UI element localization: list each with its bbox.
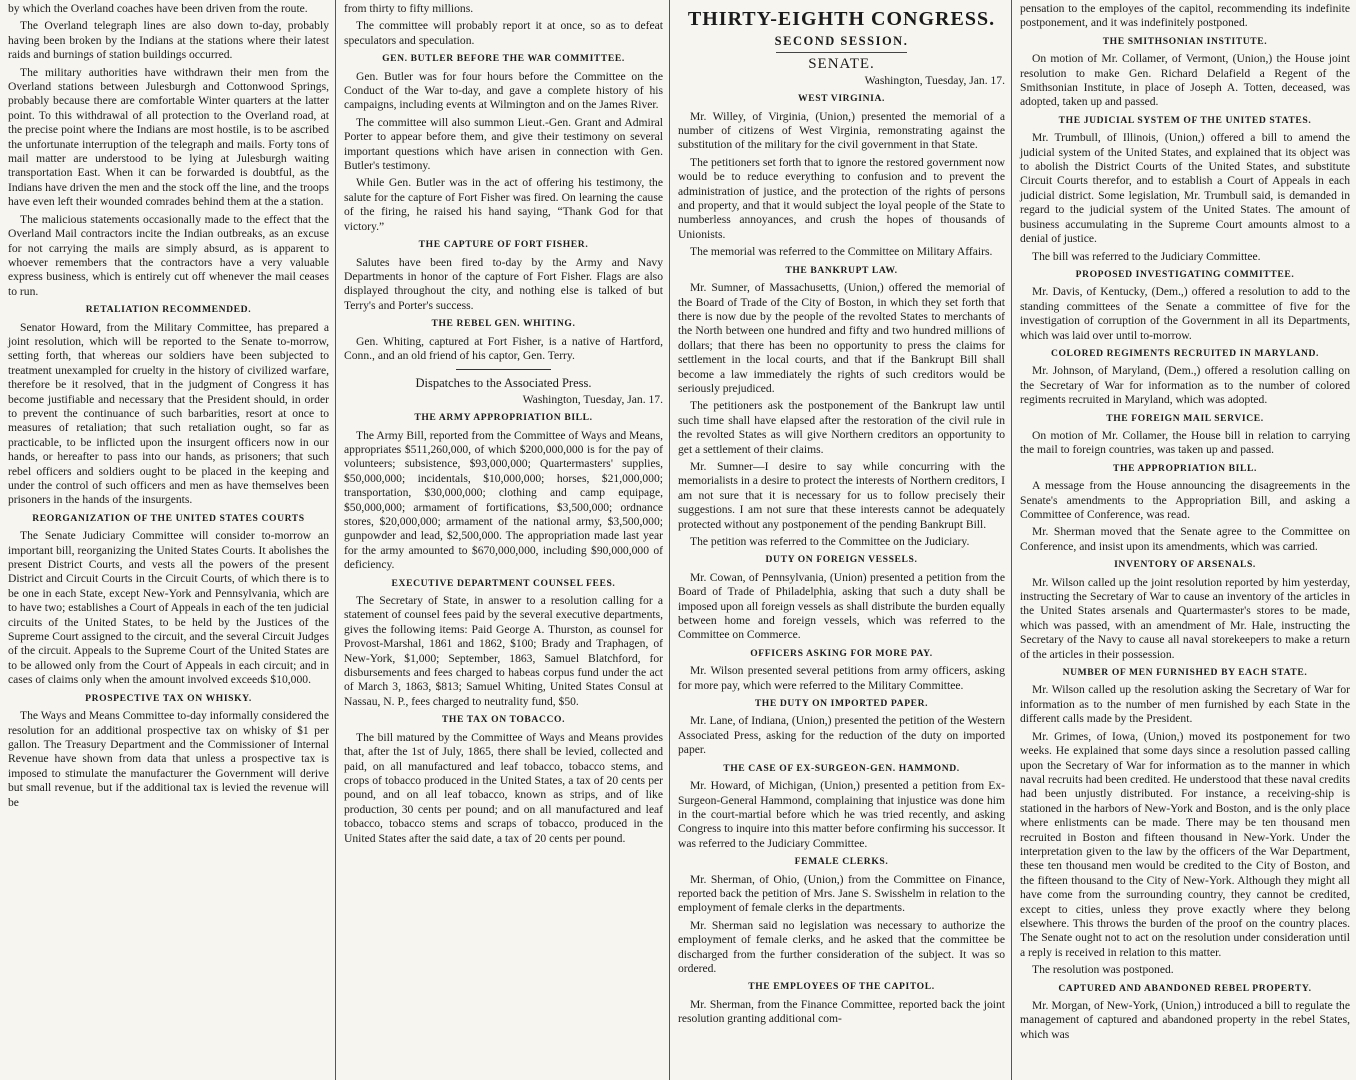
- paragraph: The bill matured by the Committee of Ways and Means provides that, after the 1st of July, 1865, there shall be levied, collected and paid, on all manufactured and leaf tobacco, tobacco stems, and crops of tobacco produced in the United States, a tax of 20 cents per pound, and on all leaf tobacco, known as strips, and of like production, 30 cents per pound; and on all manufactured and leaf tobacco, tobacco stems and scraps of tobacco, produced in the United States after the said date, a tax of 20 cents per pound.: [344, 730, 663, 845]
- paragraph: The memorial was referred to the Committee on Military Affairs.: [690, 245, 993, 259]
- section-heading: THE EMPLOYEES OF THE CAPITOL.: [748, 981, 935, 993]
- paragraph: The resolution was postponed.: [1032, 963, 1174, 977]
- paragraph: Mr. Howard, of Michigan, (Union,) presented a petition from Ex-Surgeon-General Hammond, complaining that injustice was done him in the court-martial before which he was tried recently, and asking Congress to inquire into this matter before confirming his successor. It was referred to the Judiciary Committee.: [678, 779, 1005, 850]
- paragraph: Senator Howard, from the Military Committee, has prepared a joint resolution, which will be reported to the Senate to-morrow, setting forth, that whereas our soldiers have been subjected to treatment unexampled for cruelty in the history of civilized warfare, therefore be it resolved, that in the judgment of Congress it has become justifiable and necessary that the President should, in order to prevent the continuance of such barbarities, resort at once to measures of retaliation; that such retaliation ought, so far as practicable, to be inflicted upon the insurgent officers now in our hands, or hereafter to pass into our hands, as prisoners; that such rebel officers and soldiers ought to be placed in the keeping and under the control of such officers and men as have themselves been prisoners in the hands of the insurgents.: [8, 320, 329, 507]
- section-heading: DUTY ON FOREIGN VESSELS.: [765, 554, 918, 566]
- paragraph: from thirty to fifty millions.: [344, 2, 474, 15]
- paragraph: Mr. Wilson presented several petitions from army officers, asking for more pay, which were referred to the Military Committee.: [678, 664, 1005, 692]
- chamber-heading: SENATE.: [808, 56, 875, 73]
- column-2: [336, 0, 670, 1080]
- dateline: Washington, Tuesday, Jan. 17.: [522, 392, 663, 406]
- divider: [776, 52, 907, 53]
- paragraph: Mr. Sumner—I desire to say while concurring with the memorialists in a desire to protect the interests of Northern creditors, I am not sure that it is necessary for us to follow precisely their suggestions. I am not sure that these interests cannot be adequately protected without any postponement of the pending Bankrupt Bill.: [678, 459, 1005, 531]
- paragraph: The Senate Judiciary Committee will consider to-morrow an important bill, reorganizing the United States Courts. It abolishes the present District Courts, and vests all the powers of the present District and Circuit Courts in the Circuit Courts, of which there is to be one in each State, except New-York and Pennsylvania, which are to have two; establishes a Court of Appeals in each of the ten judicial circuits of the United States, to be held by the Justices of the Supreme Court assigned to the circuit, and the several Circuit Judges of the circuit. Appeals to the Supreme Court of the United States are to be allowed only from the Court of Appeals in each circuit; and in cases of claims only when the amount involved exceeds $10,000.: [8, 529, 329, 687]
- paragraph: The petition was referred to the Committee on the Judiciary.: [690, 535, 970, 548]
- section-heading: REORGANIZATION OF THE UNITED STATES COURTS: [32, 512, 305, 524]
- column-3: [670, 0, 1012, 1080]
- paragraph: Mr. Sherman said no legislation was necessary to authorize the employment of female clerks, and he asked that the committee be discharged from the further consideration of the subject. It was so ordered.: [678, 918, 1005, 975]
- section-heading: THE DUTY ON IMPORTED PAPER.: [754, 698, 929, 710]
- section-heading: THE FOREIGN MAIL SERVICE.: [1106, 412, 1264, 424]
- paragraph: The military authorities have withdrawn their men from the Overland stations between Julesburgh and Cottonwood Springs, probably because there are comfortable Winter quarters at the latter point. To this withdrawal of all protection to the Overland road, at the precise point where the Indians are most hostile, is to be ascribed the unfortunate interruption of the telegraph and mails. Forty tons of mail matter are understood to be lying at Julesburgh waiting transportation East. When it can be forwarded is doubtful, as the Indians have driven the men and the stock off the line, and the troops have even left their wounded comrades behind them at the a station.: [8, 65, 329, 209]
- paragraph: Mr. Lane, of Indiana, (Union,) presented the petition of the Western Associated Press, asking for the reduction of the duty on imported paper.: [678, 714, 1005, 757]
- paragraph: The bill was referred to the Judiciary Committee.: [1032, 249, 1261, 263]
- paragraph: The Army Bill, reported from the Committee of Ways and Means, appropriates $511,260,000, of which $200,000,000 is for the pay of volunteers; subsistence, $93,000,000; Quartermasters' supplies, $50,000,000; incidentals, $10,000,000; horses, $21,000,000; transportation, $30,000,000; clothing and camp equipage, $50,000,000; armament of fortifications, $3,500,000; ordnance stores, $20,000,000; armament of the national army, $3,500,000; gunpowder and lead, $2,500,000. The appropriation made last year for the army amounted to $670,000,000, including $90,000,000 of deficiency.: [344, 428, 663, 572]
- section-heading: THE ARMY APPROPRIATION BILL.: [414, 412, 593, 424]
- paragraph: The Secretary of State, in answer to a resolution calling for a statement of counsel fees paid by the several executive departments, gives the following items: Paid George A. Thurston, as counsel for Provost-Marshal, 1861 and 1862, $100; Brady and Traphagen, of New-York, $1,000; September, 1863, Samuel Blatchford, for disbursements and fees charged to habeas corpus fund under the act of March 3, 1863, $813; Samuel Whiting, United States Consul at Nassau, N. P., fees charged to neutrality fund, $50.: [344, 594, 663, 708]
- section-heading: RETALIATION RECOMMENDED.: [85, 304, 252, 316]
- paragraph: Gen. Butler was for four hours before the Committee on the Conduct of the War to-day, and gave a complete history of his campaigns, including events at Wilmington and on the James River.: [344, 69, 663, 112]
- paragraph: Mr. Wilson called up the joint resolution reported by him yesterday, instructing the Secretary of War to cause an inventory of the articles in the United States arsenals and Quartermaster's stores to be made, which was passed, with an amendment of Mr. Hale, instructing the Secretary of the Navy to cause all naval storekeepers to make a return of the articles in their possession.: [1020, 575, 1350, 661]
- section-heading: EXECUTIVE DEPARTMENT COUNSEL FEES.: [391, 577, 616, 589]
- paragraph: Mr. Sherman, from the Finance Committee, reported back the joint resolution granting additional com-: [678, 997, 1005, 1026]
- paragraph: On motion of Mr. Collamer, the House bill in relation to carrying the mail to foreign countries, was taken up and passed.: [1020, 428, 1350, 457]
- paragraph: Mr. Willey, of Virginia, (Union,) presented the memorial of a number of citizens of West Virginia, remonstrating against the substitution of the military for the civil government in that State.: [678, 109, 1005, 152]
- paragraph: Mr. Cowan, of Pennsylvania, (Union) presented a petition from the Board of Trade of Philadelphia, asking that such a duty shall be imposed upon all foreign vessels as shall distribute the burden equally between home and foreign vessels, which was referred to the Committee on Commerce.: [678, 570, 1005, 642]
- paragraph: Mr. Wilson called up the resolution asking the Secretary of War for information as to the number of men furnished by each State in the different calls made by the President.: [1020, 683, 1350, 726]
- paragraph: The malicious statements occasionally made to the effect that the Overland Mail contractors incite the Indian outbreaks, as an excuse for not carrying the mails are simply absurd, as is apparent to whoever remembers that the contractors have a very valuable express business, which is entirely cut off whenever the mail ceases to run.: [8, 212, 329, 298]
- paragraph: Mr. Sherman moved that the Senate agree to the Committee on Conference, and insist upon its amendments, which was carried.: [1020, 525, 1350, 553]
- dispatch-heading: Dispatches to the Associated Press.: [415, 376, 592, 391]
- section-heading: GEN. BUTLER BEFORE THE WAR COMMITTEE.: [382, 53, 625, 65]
- paragraph: Mr. Johnson, of Maryland, (Dem.,) offered a resolution calling on the Secretary of War for information as to the number of colored regiments recruited in Maryland, which was adopted.: [1020, 364, 1350, 407]
- paragraph: The committee will also summon Lieut.-Gen. Grant and Admiral Porter to appear before them, and give their testimony on several important questions which have arisen in connection with Gen. Butler's testimony.: [344, 115, 663, 173]
- section-heading: THE JUDICIAL SYSTEM OF THE UNITED STATES.: [1058, 114, 1312, 126]
- section-heading: THE REBEL GEN. WHITING.: [431, 318, 576, 330]
- paragraph: Mr. Grimes, of Iowa, (Union,) moved its postponement for two weeks. He explained that some days since a resolution passed calling upon the Secretary of War for information as to the manner in which naval recruits had been credited. He understood that these naval credits had been unjustly distributed. For instance, a receiving-ship is stationed in the harbors of New-York and Boston, and is the only place where enlistments can be made. There may be ten thousand men recruited in Boston and fifteen thousand in New-York. Under the interpretation given to the law by the officers of the War Department, these ten thousand men would be credited to the City of Boston, and the fifteen thousand to the City of New-York. Although they might all have come from the surrounding country, they cannot be credited, except to cities, unless they prove exactly where they belong elsewhere. This throws the burden of the proof on the country places. The Senate ought not to act on the resolution under consideration until a reply is received in relation to this matter.: [1020, 729, 1350, 959]
- congress-masthead: THIRTY-EIGHTH CONGRESS.: [687, 8, 996, 30]
- paragraph: Gen. Whiting, captured at Fort Fisher, is a native of Hartford, Conn., and an old friend of his captor, Gen. Terry.: [344, 334, 663, 362]
- divider: [456, 369, 552, 370]
- paragraph: The Overland telegraph lines are also down to-day, probably having been broken by the Indians at the stations where their latest raids and burnings of station buildings occurred.: [8, 19, 329, 62]
- paragraph: Mr. Davis, of Kentucky, (Dem.,) offered a resolution to add to the standing committees of the Senate a committee of five for the investigation of corruption of the Government in all its Departments, which was laid over until to-morrow.: [1020, 285, 1350, 342]
- paragraph: The Ways and Means Committee to-day informally considered the resolution for an additional prospective tax on whisky of $1 per gallon. The Treasury Department and the Commissioner of Internal Revenue have shown from data that unless a prospective tax is imposed to stimulate the manufacturer the Government will derive but small revenue, but if the additional tax is levied the revenue will be: [8, 709, 329, 809]
- section-heading: INVENTORY OF ARSENALS.: [1114, 559, 1256, 571]
- section-heading: PROSPECTIVE TAX ON WHISKY.: [85, 692, 252, 704]
- section-heading: NUMBER OF MEN FURNISHED BY EACH STATE.: [1062, 667, 1308, 679]
- column-4: [1012, 0, 1356, 1080]
- section-heading: PROPOSED INVESTIGATING COMMITTEE.: [1075, 268, 1295, 280]
- paragraph: Mr. Morgan, of New-York, (Union,) introduced a bill to regulate the management of captured and abandoned property in the rebel States, which was: [1020, 999, 1350, 1041]
- section-heading: FEMALE CLERKS.: [794, 856, 889, 868]
- column-1: [0, 0, 336, 1080]
- section-heading: WEST VIRGINIA.: [798, 93, 885, 105]
- paragraph: Mr. Sumner, of Massachusetts, (Union,) offered the memorial of the Board of Trade of the City of Boston, in which they set forth that there is now due by the people of the revolted States to merchants of the North between one hundred and fifty and two hundred millions of dollars; that there has been no opportunity to press the claims for settlement in the local courts, and that if the Bankrupt Bill shall become a law immediately the rights of such creditors would be seriously prejudiced.: [678, 281, 1005, 395]
- paragraph: pensation to the employes of the capitol, recommending its indefinite postponement, and it was indefinitely postponed.: [1020, 2, 1350, 30]
- paragraph: The petitioners set forth that to ignore the restored government now would be to reduce everything to confusion and to prevent the administration of justice, and the protection of the rights of persons and property, and that it would subject the loyal people of the State to numberless annoyances, and crush the hopes of thousands of Unionists.: [678, 155, 1005, 241]
- paragraph: by which the Overland coaches have been driven from the route.: [8, 2, 308, 15]
- dateline: Washington, Tuesday, Jan. 17.: [864, 73, 1005, 87]
- section-heading: THE CASE OF EX-SURGEON-GEN. HAMMOND.: [723, 762, 960, 774]
- paragraph: On motion of Mr. Collamer, of Vermont, (Union,) the House joint resolution to make Gen. Richard Delafield a Regent of the Smithsonian Institute, in place of Joseph A. Totten, deceased, was adopted, taken up and passed.: [1020, 52, 1350, 109]
- paragraph: While Gen. Butler was in the act of offering his testimony, the salute for the capture of Fort Fisher was fired. On learning the cause of the firing, he raised his hand saying, “Thank God for that victory.”: [344, 176, 663, 233]
- paragraph: The committee will probably report it at once, so as to defeat speculators and speculation.: [344, 19, 663, 47]
- paragraph: Mr. Trumbull, of Illinois, (Union,) offered a bill to amend the judicial system of the United States, and explained that its object was to abolish the District Courts of the United States, and substitute Circuit Courts therefor, and to establish a Court of Appeals in each judicial district. Some legislation, Mr. Trumbull said, is demanded in regard to the judicial system of the United States. The amount of business accumulating in the Supreme Court amounts almost to a denial of justice.: [1020, 131, 1350, 246]
- paragraph: A message from the House announcing the disagreements in the Senate's amendments to the Appropriation Bill, and asking a Committee of Conference, was read.: [1020, 479, 1350, 521]
- paragraph: Salutes have been fired to-day by the Army and Navy Departments in honor of the capture of Fort Fisher. Flags are also displayed throughout the city, and nothing else is talked of but Terry's and Porter's success.: [344, 255, 663, 312]
- paragraph: The petitioners ask the postponement of the Bankrupt law until such time shall have elapsed after the restoration of the civil rule in the revolted States as will give Northern creditors an opportunity to get a settlement of their claims.: [678, 399, 1005, 456]
- section-heading: CAPTURED AND ABANDONED REBEL PROPERTY.: [1058, 982, 1312, 994]
- section-heading: THE APPROPRIATION BILL.: [1113, 462, 1257, 474]
- section-heading: THE SMITHSONIAN INSTITUTE.: [1102, 35, 1268, 47]
- section-heading: COLORED REGIMENTS RECRUITED IN MARYLAND.: [1050, 347, 1320, 359]
- section-heading: THE TAX ON TOBACCO.: [441, 714, 566, 726]
- paragraph: Mr. Sherman, of Ohio, (Union,) from the Committee on Finance, reported back the petition of Mrs. Jane S. Swisshelm in relation to the employment of female clerks in the departments.: [678, 872, 1005, 915]
- session-heading: SECOND SESSION.: [774, 34, 909, 48]
- section-heading: THE BANKRUPT LAW.: [785, 264, 898, 276]
- section-heading: THE CAPTURE OF FORT FISHER.: [418, 239, 589, 251]
- section-heading: OFFICERS ASKING FOR MORE PAY.: [750, 647, 933, 659]
